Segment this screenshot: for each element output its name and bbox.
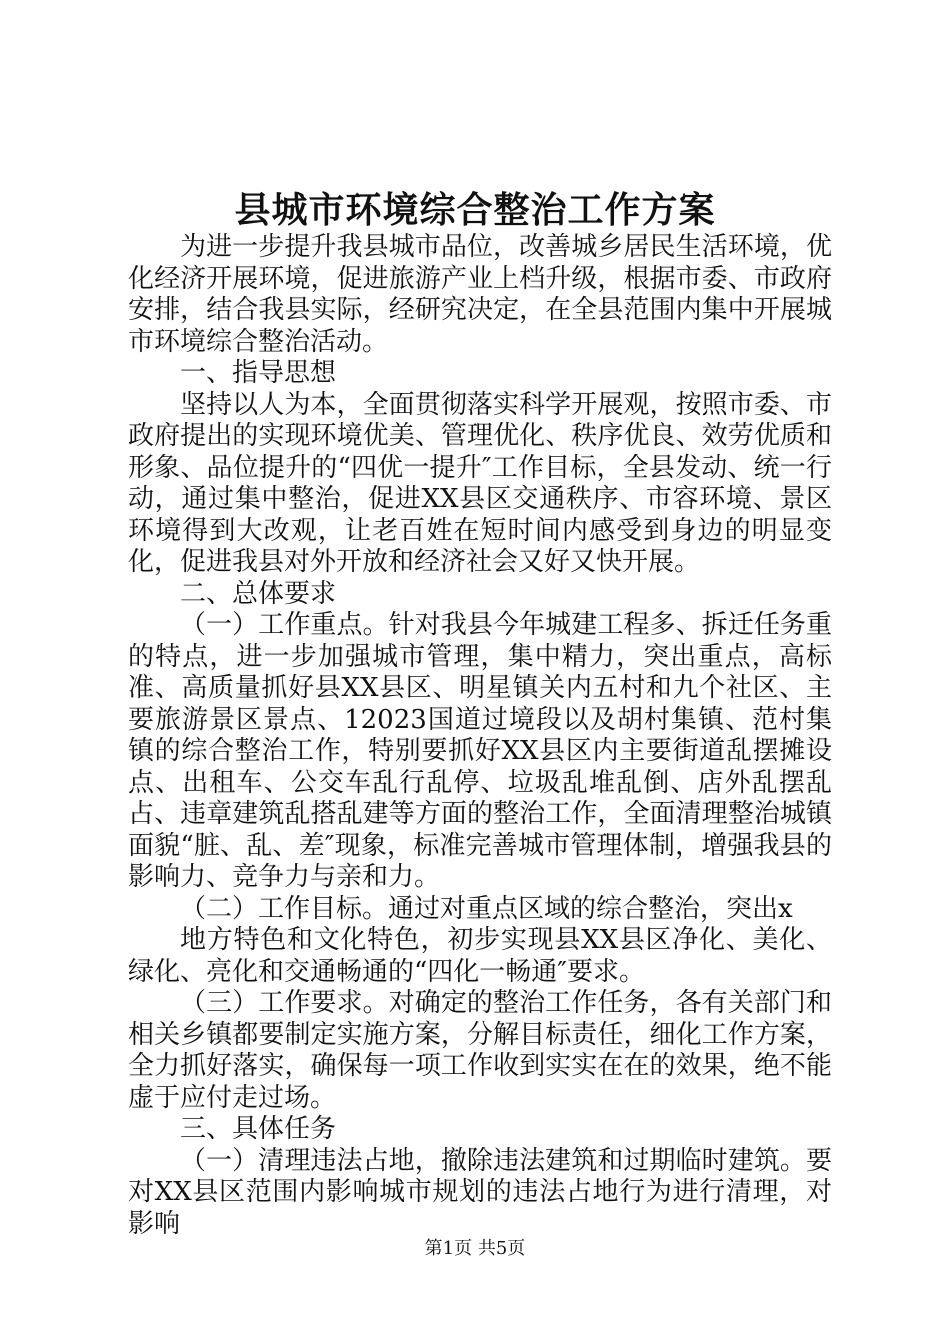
paragraph-work-goal: （二）工作目标。通过对重点区域的综合整治，突出x	[180, 893, 793, 924]
paragraph-task-one: （一）清理违法占地，撤除违法建筑和过期临时建筑。要对XX县区范围内影响城市规划的违法占地行为进行清理，对影响	[128, 1145, 832, 1239]
paragraph-work-goal-cont: 地方特色和文化特色，初步实现县XX县区净化、美化、绿化、亮化和交通畅通的“四化一畅通″要求。	[128, 925, 832, 987]
page-footer: 第1页 共5页	[424, 1238, 526, 1259]
document-title: 县城市环境综合整治工作方案	[234, 189, 716, 231]
paragraph-intro: 为进一步提升我县城市品位，改善城乡居民生活环境，优化经济开展环境，促进旅游产业上档升级，根据市委、市政府安排，结合我县实际，经研究决定，在全县范围内集中开展城市环境综合整治活动。	[128, 232, 832, 357]
paragraph-work-requirements: （三）工作要求。对确定的整治工作任务，各有关部门和相关乡镇都要制定实施方案，分解目标责任，细化工作方案，全力抓好落实，确保每一项工作收到实实在在的效果，绝不能虚于应付走过场。	[128, 988, 832, 1113]
heading-specific-tasks: 三、具体任务	[180, 1114, 337, 1144]
paragraph-work-focus: （一）工作重点。针对我县今年城建工程多、拆迁任务重的特点，进一步加强城市管理，集中精力，突出重点，高标准、高质量抓好县XX县区、明星镇关内五村和九个社区、主要旅游景区景点、12023国道过境段以及胡村集镇、范村集镇的综合整治工作，特别要抓好XX县区内主要街道乱摆摊设点、出租车、公交车乱行乱停、垃圾乱堆乱倒、店外乱摆乱占、违章建筑乱搭乱建等方面的整治工作，全面清理整治城镇面貌“脏、乱、差″现象，标准完善城市管理体制，增强我县的影响力、竞争力与亲和力。	[128, 610, 832, 892]
heading-guiding-thought: 一、指导思想	[180, 358, 337, 388]
document-body	[128, 232, 832, 1240]
heading-overall-requirements: 二、总体要求	[180, 578, 337, 609]
paragraph-guiding-thought: 坚持以人为本，全面贯彻落实科学开展观，按照市委、市政府提出的实现环境优美、管理优化、秩序优良、效劳优质和形象、品位提升的“四优一提升″工作目标，全县发动、统一行动，通过集中整治，促进XX县区交通秩序、市容环境、景区环境得到大改观，让老百姓在短时间内感受到身边的明显变化，促进我县对外开放和经济社会又好又快开展。	[128, 389, 832, 577]
